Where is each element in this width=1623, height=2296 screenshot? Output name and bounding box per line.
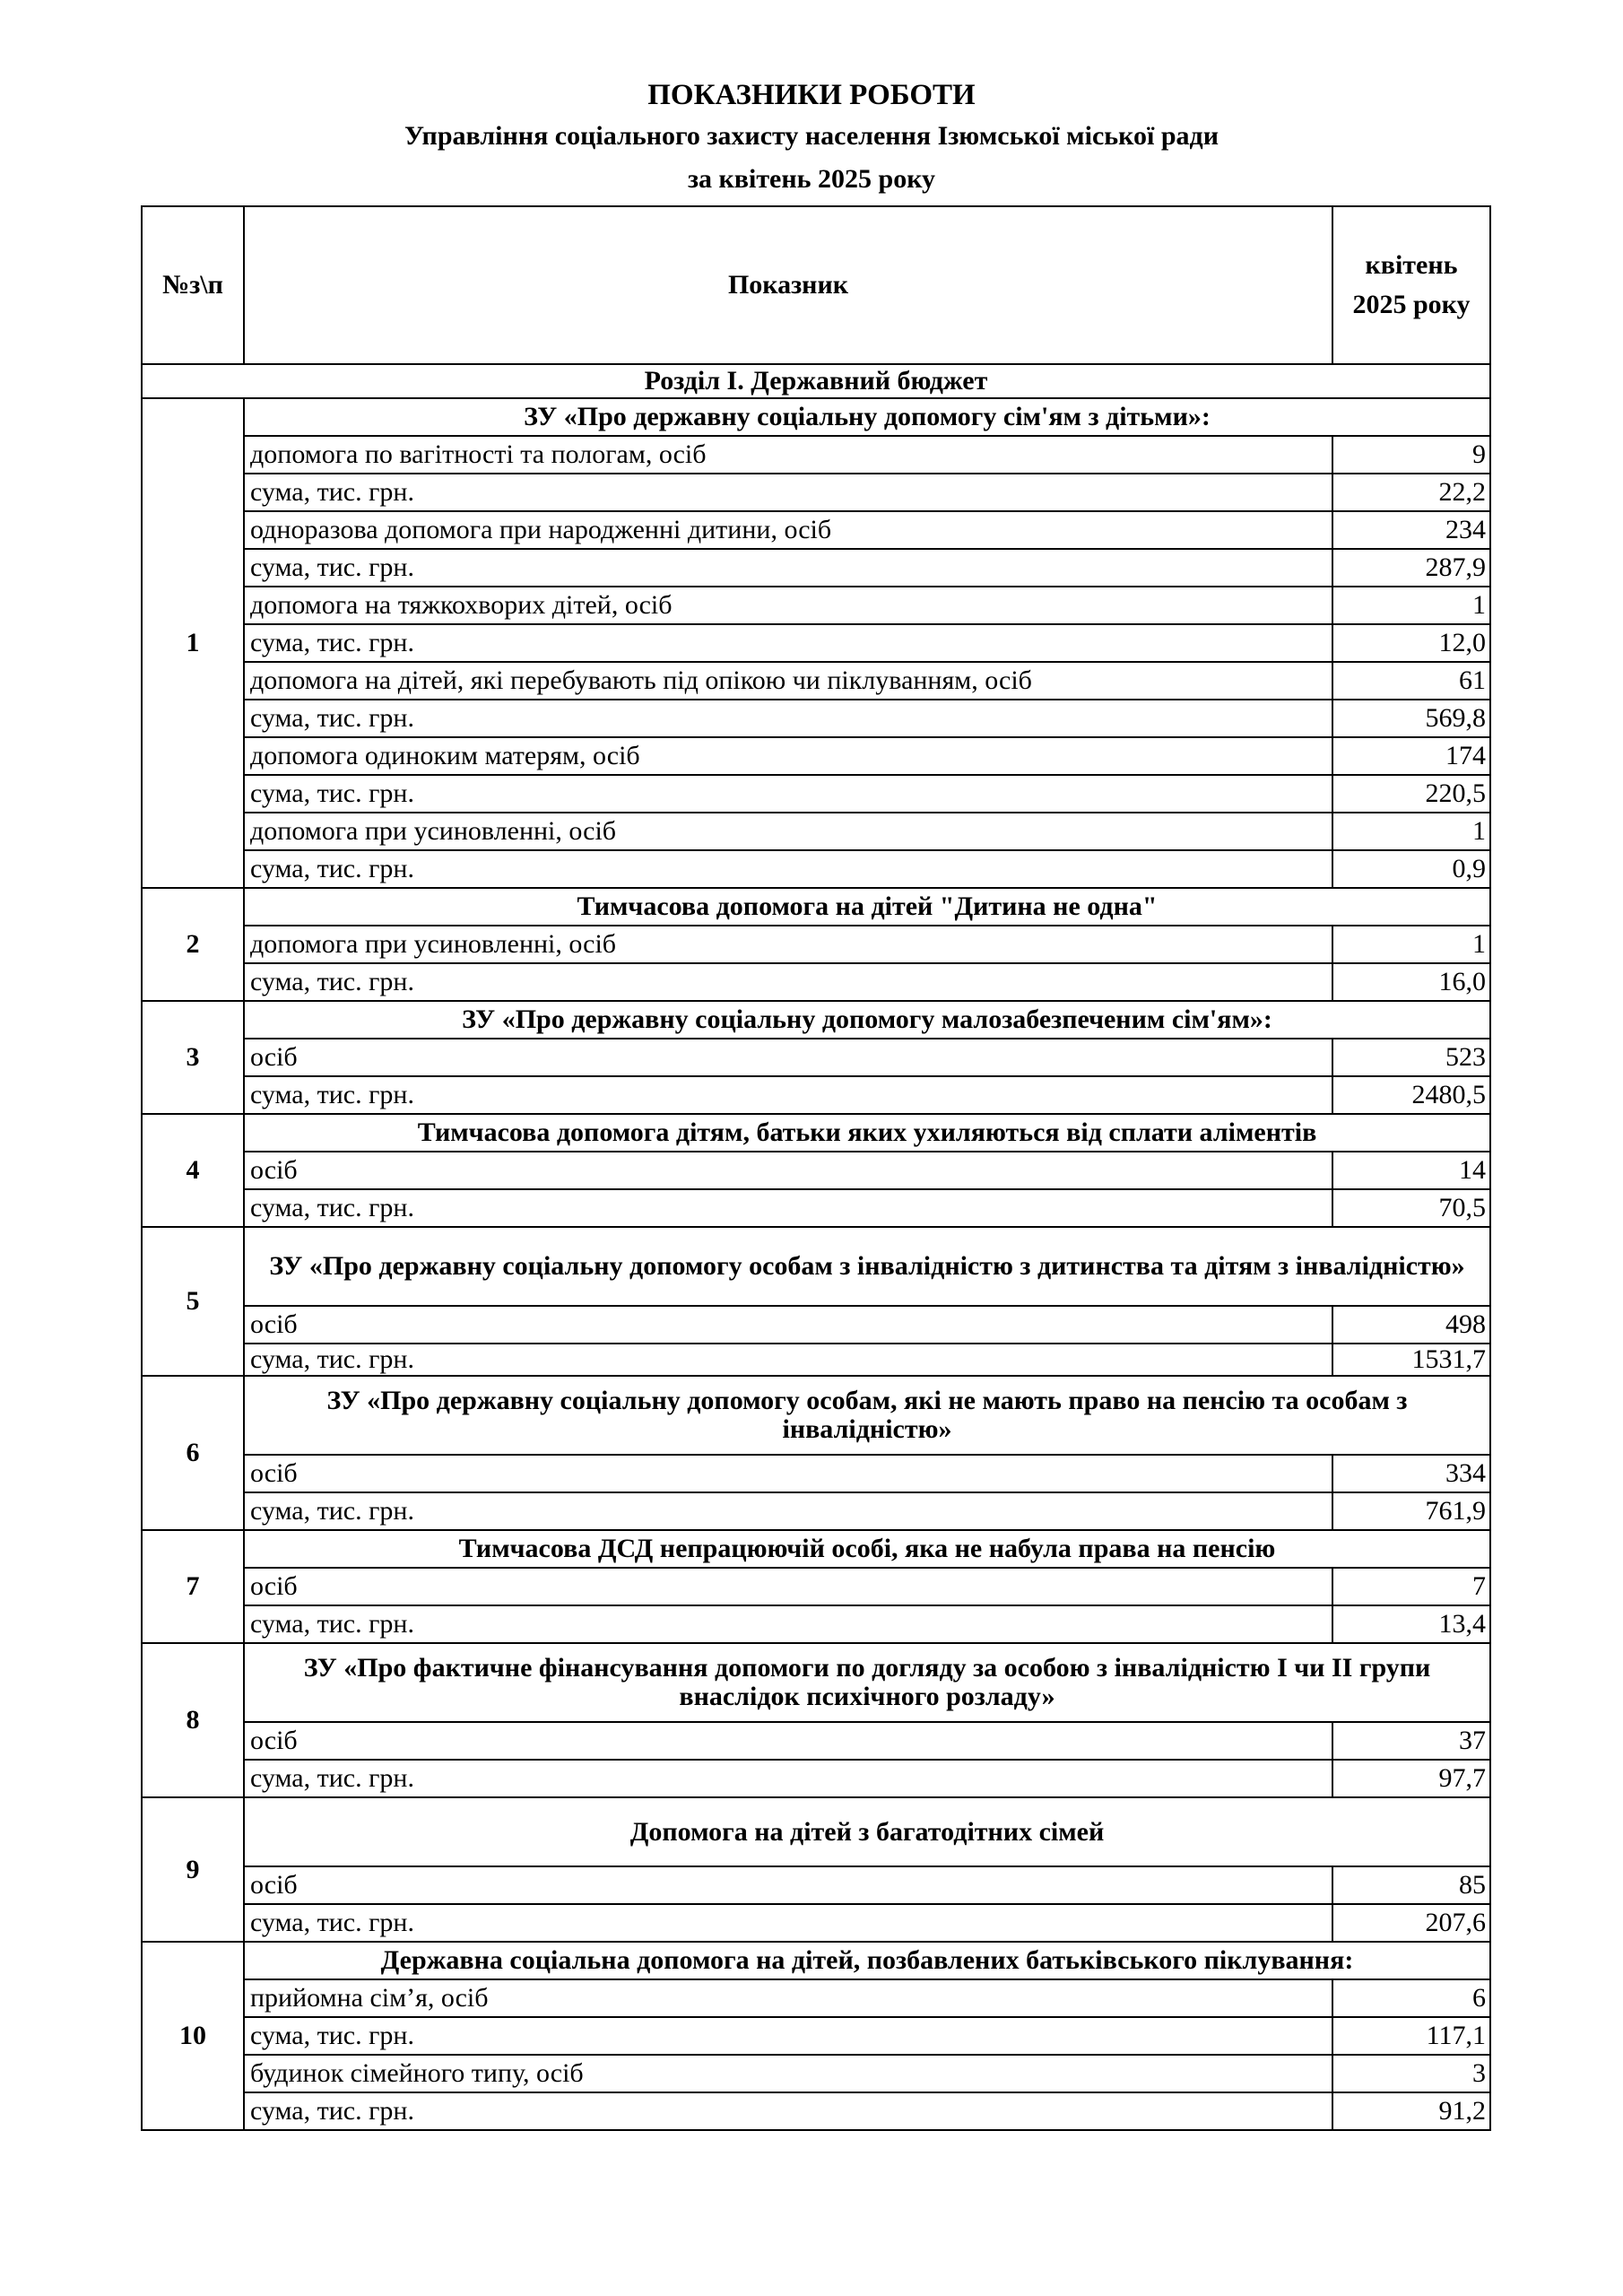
row-value: 37 [1332, 1722, 1490, 1760]
group-title: Тимчасова допомога на дітей "Дитина не одна" [244, 888, 1490, 926]
table-row [142, 2092, 1490, 2130]
table-row [142, 1306, 1490, 1344]
group-title: ЗУ «Про фактичне фінансування допомоги по догляду за особою з інвалідністю І чи ІІ групи внаслідок психічного розладу» [244, 1643, 1490, 1722]
row-label: сума, тис. грн. [244, 1904, 1332, 1942]
document-subtitle: Управління соціального захисту населення Ізюмської міської ради [404, 121, 1219, 151]
table-row [142, 813, 1490, 850]
group-number: 5 [142, 1227, 244, 1376]
table-row [142, 1568, 1490, 1605]
row-label: допомога при усиновленні, осіб [244, 813, 1332, 850]
group-title: Тимчасова допомога дітям, батьки яких ухиляються від сплати аліментів [244, 1114, 1490, 1152]
table-row [142, 587, 1490, 624]
row-value: 14 [1332, 1152, 1490, 1189]
header-month: квітень [1365, 250, 1458, 280]
table-row [142, 1722, 1490, 1760]
row-label: допомога при усиновленні, осіб [244, 926, 1332, 963]
row-value: 6 [1332, 1979, 1490, 2017]
row-value: 16,0 [1332, 963, 1490, 1001]
group-title-row [142, 1530, 1490, 1568]
header-num: №з\п [142, 206, 244, 364]
row-value: 207,6 [1332, 1904, 1490, 1942]
row-label: прийомна сім’я, осіб [244, 1979, 1332, 2017]
row-value: 97,7 [1332, 1760, 1490, 1797]
table-row [142, 2017, 1490, 2055]
row-value: 117,1 [1332, 2017, 1490, 2055]
group-number: 6 [142, 1376, 244, 1530]
row-value: 1 [1332, 926, 1490, 963]
row-value: 1531,7 [1332, 1344, 1490, 1376]
table-row [142, 1979, 1490, 2017]
table-row [142, 662, 1490, 700]
group-number: 7 [142, 1530, 244, 1643]
row-label: сума, тис. грн. [244, 549, 1332, 587]
row-value: 22,2 [1332, 474, 1490, 511]
table-row [142, 700, 1490, 737]
group-title-row [142, 398, 1490, 436]
row-value: 1 [1332, 587, 1490, 624]
table-row [142, 775, 1490, 813]
row-label: будинок сімейного типу, осіб [244, 2055, 1332, 2092]
group-title-row [142, 888, 1490, 926]
row-value: 9 [1332, 436, 1490, 474]
row-label: сума, тис. грн. [244, 700, 1332, 737]
row-label: допомога на тяжкохворих дітей, осіб [244, 587, 1332, 624]
table-row [142, 1189, 1490, 1227]
table-header-row [142, 206, 1490, 364]
group-title-row [142, 1643, 1490, 1722]
row-label: осіб [244, 1866, 1332, 1904]
row-value: 234 [1332, 511, 1490, 549]
row-label: сума, тис. грн. [244, 1344, 1332, 1376]
group-number: 3 [142, 1001, 244, 1114]
row-value: 7 [1332, 1568, 1490, 1605]
table-row [142, 850, 1490, 888]
row-value: 0,9 [1332, 850, 1490, 888]
row-value: 1 [1332, 813, 1490, 850]
row-value: 334 [1332, 1455, 1490, 1492]
row-value: 761,9 [1332, 1492, 1490, 1530]
group-title: Допомога на дітей з багатодітних сімей [244, 1797, 1490, 1866]
row-label: сума, тис. грн. [244, 624, 1332, 662]
row-label: сума, тис. грн. [244, 963, 1332, 1001]
document-period: за квітень 2025 року [687, 164, 936, 194]
table-row [142, 1904, 1490, 1942]
group-title: ЗУ «Про державну соціальну допомогу особам, які не мають право на пенсію та особам з інвалідністю» [244, 1376, 1490, 1455]
row-label: осіб [244, 1568, 1332, 1605]
table-row [142, 1866, 1490, 1904]
row-label: осіб [244, 1152, 1332, 1189]
row-label: осіб [244, 1455, 1332, 1492]
row-value: 61 [1332, 662, 1490, 700]
table-row [142, 1039, 1490, 1076]
row-label: сума, тис. грн. [244, 1076, 1332, 1114]
row-label: сума, тис. грн. [244, 850, 1332, 888]
row-value: 523 [1332, 1039, 1490, 1076]
table-row [142, 624, 1490, 662]
group-title: ЗУ «Про державну соціальну допомогу малозабезпеченим сім'ям»: [244, 1001, 1490, 1039]
group-number: 2 [142, 888, 244, 1001]
group-title: Державна соціальна допомога на дітей, позбавлених батьківського піклування: [244, 1942, 1490, 1979]
row-label: осіб [244, 1306, 1332, 1344]
row-value: 70,5 [1332, 1189, 1490, 1227]
row-label: сума, тис. грн. [244, 1189, 1332, 1227]
group-title-row [142, 1376, 1490, 1455]
row-label: сума, тис. грн. [244, 1492, 1332, 1530]
table-row [142, 737, 1490, 775]
header-indicator: Показник [244, 206, 1332, 364]
table-row [142, 1605, 1490, 1643]
row-label: осіб [244, 1039, 1332, 1076]
row-label: одноразова допомога при народженні дитини, осіб [244, 511, 1332, 549]
table-row [142, 926, 1490, 963]
group-title-row [142, 1942, 1490, 1979]
group-title-row [142, 1114, 1490, 1152]
group-number: 8 [142, 1643, 244, 1797]
row-value: 174 [1332, 737, 1490, 775]
row-value: 2480,5 [1332, 1076, 1490, 1114]
row-label: допомога по вагітності та пологам, осіб [244, 436, 1332, 474]
row-value: 91,2 [1332, 2092, 1490, 2130]
table-row [142, 1344, 1490, 1376]
row-value: 85 [1332, 1866, 1490, 1904]
row-value: 13,4 [1332, 1605, 1490, 1643]
header-year: 2025 року [1352, 290, 1471, 319]
group-number: 4 [142, 1114, 244, 1227]
table-row [142, 1076, 1490, 1114]
table-row [142, 436, 1490, 474]
table-row [142, 549, 1490, 587]
group-title: ЗУ «Про державну соціальну допомогу сім'ям з дітьми»: [244, 398, 1490, 436]
indicators-table [141, 205, 1491, 2131]
row-label: сума, тис. грн. [244, 474, 1332, 511]
row-label: допомога одиноким матерям, осіб [244, 737, 1332, 775]
row-value: 12,0 [1332, 624, 1490, 662]
group-title-row [142, 1227, 1490, 1306]
row-label: сума, тис. грн. [244, 1605, 1332, 1643]
document-title: ПОКАЗНИКИ РОБОТИ [647, 79, 976, 111]
group-number: 1 [142, 398, 244, 888]
row-label: сума, тис. грн. [244, 775, 1332, 813]
table-row [142, 2055, 1490, 2092]
group-number: 10 [142, 1942, 244, 2130]
table-row [142, 963, 1490, 1001]
group-title: ЗУ «Про державну соціальну допомогу особам з інвалідністю з дитинства та дітям з інвалідністю» [244, 1227, 1490, 1306]
row-label: осіб [244, 1722, 1332, 1760]
header-period [1332, 206, 1490, 364]
table-row [142, 1760, 1490, 1797]
table-row [142, 474, 1490, 511]
row-value: 3 [1332, 2055, 1490, 2092]
row-label: сума, тис. грн. [244, 2092, 1332, 2130]
group-title-row [142, 1001, 1490, 1039]
row-value: 220,5 [1332, 775, 1490, 813]
row-value: 498 [1332, 1306, 1490, 1344]
row-value: 287,9 [1332, 549, 1490, 587]
row-label: допомога на дітей, які перебувають під опікою чи піклуванням, осіб [244, 662, 1332, 700]
table-row [142, 511, 1490, 549]
group-title: Тимчасова ДСД непрацюючій особі, яка не набула права на пенсію [244, 1530, 1490, 1568]
table-row [142, 1455, 1490, 1492]
table-row [142, 1492, 1490, 1530]
group-title-row [142, 1797, 1490, 1866]
row-label: сума, тис. грн. [244, 2017, 1332, 2055]
row-value: 569,8 [1332, 700, 1490, 737]
group-number: 9 [142, 1797, 244, 1942]
section-title: Розділ І. Державний бюджет [142, 364, 1490, 398]
table-row [142, 1152, 1490, 1189]
section-row [142, 364, 1490, 398]
row-label: сума, тис. грн. [244, 1760, 1332, 1797]
